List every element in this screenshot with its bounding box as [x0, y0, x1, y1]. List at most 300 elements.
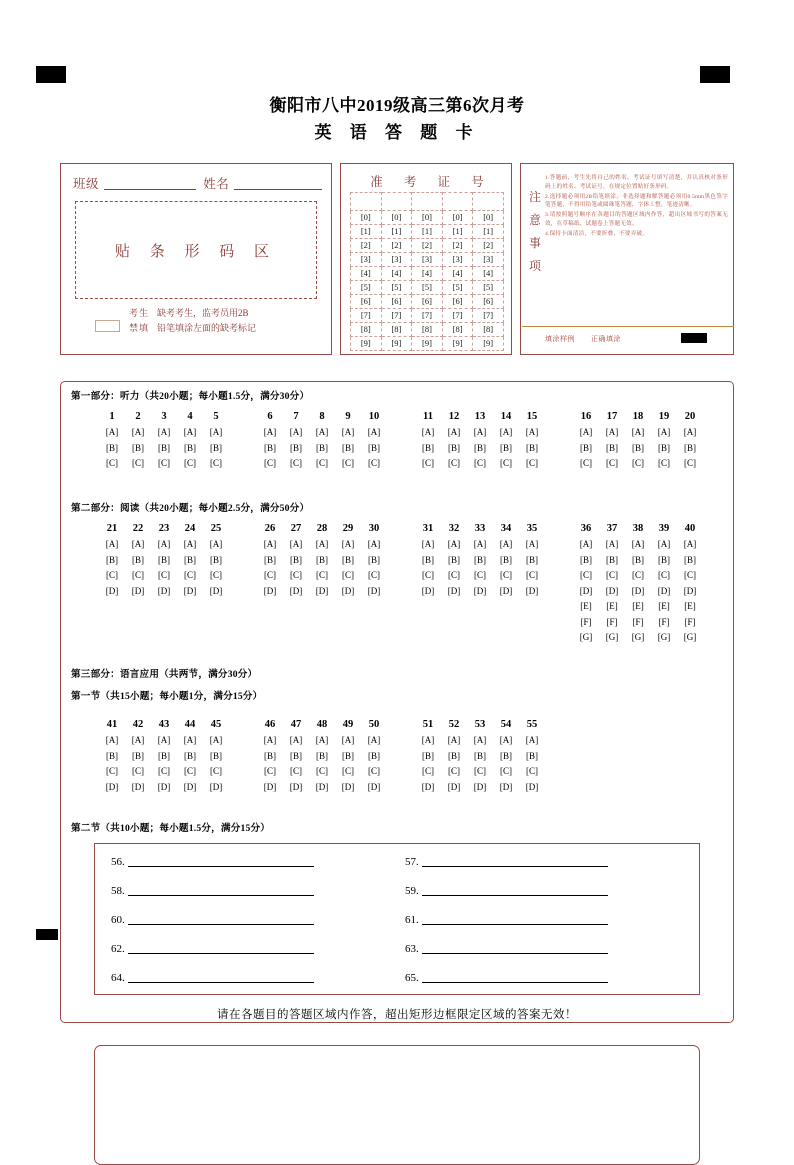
answer-bubble-1-C[interactable]: [C] [106, 458, 118, 468]
blank-answer-line[interactable] [422, 943, 608, 954]
answer-bubble-55-D[interactable]: [D] [525, 781, 539, 792]
answer-bubble-21-B[interactable]: [B] [106, 554, 118, 565]
answer-bubble-47-A[interactable]: [A] [289, 735, 303, 745]
exam-number-bubble[interactable]: [5] [412, 281, 443, 295]
answer-bubble-5-C[interactable]: [C] [210, 458, 222, 468]
exam-number-bubble[interactable]: [9] [412, 337, 443, 351]
answer-bubble-31-C[interactable]: [C] [422, 570, 434, 580]
answer-bubble-42-C[interactable]: [C] [132, 766, 144, 776]
answer-bubble-53-C[interactable]: [C] [474, 766, 486, 776]
exam-number-bubble[interactable]: [6] [473, 295, 504, 309]
exam-number-bubble[interactable]: [1] [381, 225, 412, 239]
answer-bubble-14-B[interactable]: [B] [500, 442, 512, 453]
answer-bubble-18-C[interactable]: [C] [632, 458, 644, 468]
answer-bubble-30-D[interactable]: [D] [367, 585, 381, 596]
exam-number-bubble[interactable]: [5] [381, 281, 412, 295]
answer-bubble-37-C[interactable]: [C] [606, 570, 618, 580]
answer-bubble-39-C[interactable]: [C] [658, 570, 670, 580]
answer-bubble-45-B[interactable]: [B] [210, 750, 222, 761]
exam-number-write-cell[interactable] [412, 193, 443, 211]
answer-bubble-24-A[interactable]: [A] [183, 539, 197, 549]
exam-number-bubble[interactable]: [8] [351, 323, 382, 337]
answer-bubble-6-B[interactable]: [B] [264, 442, 276, 453]
answer-bubble-16-C[interactable]: [C] [580, 458, 592, 468]
answer-bubble-11-C[interactable]: [C] [422, 458, 434, 468]
exam-number-bubble[interactable]: [2] [351, 239, 382, 253]
answer-bubble-52-B[interactable]: [B] [448, 750, 460, 761]
exam-number-write-row[interactable] [351, 193, 504, 211]
answer-bubble-38-D[interactable]: [D] [631, 585, 645, 596]
blank-answer-line[interactable] [422, 856, 608, 867]
answer-bubble-27-A[interactable]: [A] [289, 539, 303, 549]
answer-bubble-40-C[interactable]: [C] [684, 570, 696, 580]
exam-number-bubble[interactable]: [0] [442, 211, 473, 225]
answer-bubble-45-C[interactable]: [C] [210, 766, 222, 776]
answer-bubble-17-B[interactable]: [B] [606, 442, 618, 453]
answer-bubble-22-B[interactable]: [B] [132, 554, 144, 565]
answer-bubble-40-B[interactable]: [B] [684, 554, 696, 565]
answer-bubble-9-B[interactable]: [B] [342, 442, 354, 453]
answer-bubble-8-B[interactable]: [B] [316, 442, 328, 453]
answer-bubble-23-D[interactable]: [D] [157, 585, 171, 596]
answer-bubble-18-B[interactable]: [B] [632, 442, 644, 453]
answer-bubble-52-D[interactable]: [D] [447, 781, 461, 792]
name-input-line[interactable] [234, 177, 322, 190]
answer-bubble-45-A[interactable]: [A] [209, 735, 223, 745]
answer-bubble-51-B[interactable]: [B] [422, 750, 434, 761]
answer-bubble-10-B[interactable]: [B] [368, 442, 380, 453]
answer-bubble-36-E[interactable]: [E] [580, 601, 592, 611]
answer-bubble-43-D[interactable]: [D] [157, 781, 171, 792]
answer-bubble-2-B[interactable]: [B] [132, 442, 144, 453]
class-input-line[interactable] [104, 177, 196, 190]
exam-number-bubble[interactable]: [0] [412, 211, 443, 225]
option-row-A [99, 733, 229, 749]
answer-bubble-44-C[interactable]: [C] [184, 766, 196, 776]
answer-bubble-38-C[interactable]: [C] [632, 570, 644, 580]
answer-bubble-29-B[interactable]: [B] [342, 554, 354, 565]
blank-answer-line[interactable] [422, 914, 608, 925]
exam-number-bubble[interactable]: [0] [473, 211, 504, 225]
answer-bubble-9-A[interactable]: [A] [341, 427, 355, 437]
exam-number-bubble[interactable]: [9] [473, 337, 504, 351]
answer-bubble-36-A[interactable]: [A] [579, 539, 593, 549]
question-number: 53 [474, 719, 486, 730]
answer-bubble-45-D[interactable]: [D] [209, 781, 223, 792]
exam-number-bubble[interactable]: [3] [351, 253, 382, 267]
exam-number-bubble[interactable]: [2] [442, 239, 473, 253]
answer-bubble-30-C[interactable]: [C] [368, 570, 380, 580]
answer-area-warning: 请在各题目的答题区域内作答，超出矩形边框限定区域的答案无效！ [217, 1009, 577, 1021]
exam-number-bubble[interactable]: [6] [381, 295, 412, 309]
answer-bubble-10-A[interactable]: [A] [367, 427, 381, 437]
answer-bubble-3-A[interactable]: [A] [157, 427, 171, 437]
answer-bubble-table [415, 408, 545, 472]
exam-number-write-cell[interactable] [381, 193, 412, 211]
answer-bubble-34-B[interactable]: [B] [500, 554, 512, 565]
answer-bubble-32-A[interactable]: [A] [447, 539, 461, 549]
answer-bubble-48-B[interactable]: [B] [316, 750, 328, 761]
exam-number-grid[interactable] [350, 192, 504, 351]
exam-number-bubble[interactable]: [7] [351, 309, 382, 323]
answer-bubble-24-D[interactable]: [D] [183, 585, 197, 596]
answer-bubble-47-D[interactable]: [D] [289, 781, 303, 792]
exam-number-bubble[interactable]: [2] [381, 239, 412, 253]
answer-bubble-24-B[interactable]: [B] [184, 554, 196, 565]
answer-bubble-48-C[interactable]: [C] [316, 766, 328, 776]
answer-bubble-31-A[interactable]: [A] [421, 539, 435, 549]
exam-number-bubble[interactable]: [8] [412, 323, 443, 337]
answer-bubble-9-C[interactable]: [C] [342, 458, 354, 468]
answer-bubble-11-A[interactable]: [A] [421, 427, 435, 437]
answer-bubble-40-F[interactable]: [F] [684, 616, 696, 627]
exam-number-bubble[interactable]: [1] [412, 225, 443, 239]
answer-bubble-42-B[interactable]: [B] [132, 750, 144, 761]
answer-bubble-18-A[interactable]: [A] [631, 427, 645, 437]
answer-bubble-39-A[interactable]: [A] [657, 539, 671, 549]
answer-bubble-2-C[interactable]: [C] [132, 458, 144, 468]
answer-bubble-39-D[interactable]: [D] [657, 585, 671, 596]
answer-bubble-55-C[interactable]: [C] [526, 766, 538, 776]
blank-answer-line[interactable] [128, 972, 314, 983]
question-number: 2 [135, 411, 141, 422]
answer-bubble-37-G[interactable]: [G] [605, 632, 619, 642]
answer-bubble-7-C[interactable]: [C] [290, 458, 302, 468]
exam-number-bubble[interactable]: [0] [381, 211, 412, 225]
answer-bubble-17-C[interactable]: [C] [606, 458, 618, 468]
exam-number-write-cell[interactable] [442, 193, 473, 211]
exam-number-bubble[interactable]: [2] [412, 239, 443, 253]
answer-bubble-50-A[interactable]: [A] [367, 735, 381, 745]
answer-bubble-42-D[interactable]: [D] [131, 781, 145, 792]
answer-bubble-26-D[interactable]: [D] [263, 585, 277, 596]
exam-number-bubble[interactable]: [4] [381, 267, 412, 281]
exam-number-bubble[interactable]: [9] [351, 337, 382, 351]
answer-bubble-16-A[interactable]: [A] [579, 427, 593, 437]
option-row-G [573, 630, 703, 646]
answer-bubble-20-B[interactable]: [B] [684, 442, 696, 453]
answer-bubble-3-C[interactable]: [C] [158, 458, 170, 468]
answer-bubble-4-A[interactable]: [A] [183, 427, 197, 437]
answer-bubble-35-D[interactable]: [D] [525, 585, 539, 596]
answer-bubble-27-C[interactable]: [C] [290, 570, 302, 580]
blank-item-57 [405, 856, 608, 868]
exam-number-bubble[interactable]: [5] [351, 281, 382, 295]
answer-bubble-16-B[interactable]: [B] [580, 442, 592, 453]
answer-bubble-41-A[interactable]: [A] [105, 735, 119, 745]
answer-bubble-39-B[interactable]: [B] [658, 554, 670, 565]
answer-bubble-49-D[interactable]: [D] [341, 781, 355, 792]
question-group [573, 520, 703, 646]
answer-bubble-4-B[interactable]: [B] [184, 442, 196, 453]
answer-bubble-17-A[interactable]: [A] [605, 427, 619, 437]
answer-bubble-11-B[interactable]: [B] [422, 442, 434, 453]
answer-bubble-29-A[interactable]: [A] [341, 539, 355, 549]
exam-number-bubble[interactable]: [9] [442, 337, 473, 351]
answer-bubble-46-D[interactable]: [D] [263, 781, 277, 792]
answer-bubble-34-C[interactable]: [C] [500, 570, 512, 580]
answer-bubble-44-B[interactable]: [B] [184, 750, 196, 761]
answer-bubble-32-C[interactable]: [C] [448, 570, 460, 580]
answer-bubble-19-C[interactable]: [C] [658, 458, 670, 468]
answer-bubble-55-A[interactable]: [A] [525, 735, 539, 745]
answer-bubble-46-C[interactable]: [C] [264, 766, 276, 776]
answer-bubble-54-B[interactable]: [B] [500, 750, 512, 761]
exam-number-bubble[interactable]: [1] [351, 225, 382, 239]
exam-number-bubble[interactable]: [5] [442, 281, 473, 295]
answer-bubble-2-A[interactable]: [A] [131, 427, 145, 437]
answer-bubble-20-C[interactable]: [C] [684, 458, 696, 468]
answer-bubble-27-B[interactable]: [B] [290, 554, 302, 565]
answer-bubble-20-A[interactable]: [A] [683, 427, 697, 437]
answer-bubble-1-A[interactable]: [A] [105, 427, 119, 437]
answer-bubble-25-B[interactable]: [B] [210, 554, 222, 565]
exam-number-bubble[interactable]: [1] [442, 225, 473, 239]
answer-bubble-49-A[interactable]: [A] [341, 735, 355, 745]
answer-bubble-35-A[interactable]: [A] [525, 539, 539, 549]
answer-bubble-15-C[interactable]: [C] [526, 458, 538, 468]
answer-bubble-38-B[interactable]: [B] [632, 554, 644, 565]
answer-bubble-42-A[interactable]: [A] [131, 735, 145, 745]
answer-bubble-49-C[interactable]: [C] [342, 766, 354, 776]
answer-bubble-35-B[interactable]: [B] [526, 554, 538, 565]
exam-number-write-cell[interactable] [351, 193, 382, 211]
answer-bubble-22-C[interactable]: [C] [132, 570, 144, 580]
answer-bubble-36-C[interactable]: [C] [580, 570, 592, 580]
answer-bubble-13-A[interactable]: [A] [473, 427, 487, 437]
answer-bubble-27-D[interactable]: [D] [289, 585, 303, 596]
answer-bubble-39-F[interactable]: [F] [658, 616, 670, 627]
answer-bubble-12-C[interactable]: [C] [448, 458, 460, 468]
answer-bubble-21-A[interactable]: [A] [105, 539, 119, 549]
answer-bubble-30-A[interactable]: [A] [367, 539, 381, 549]
answer-bubble-32-B[interactable]: [B] [448, 554, 460, 565]
question-group [99, 520, 229, 599]
answer-bubble-36-F[interactable]: [F] [580, 616, 592, 627]
exam-number-bubble[interactable]: [3] [473, 253, 504, 267]
answer-bubble-40-D[interactable]: [D] [683, 585, 697, 596]
answer-bubble-40-E[interactable]: [E] [684, 601, 696, 611]
exam-number-bubble[interactable]: [4] [473, 267, 504, 281]
class-label: 班级 [73, 177, 100, 191]
answer-bubble-54-D[interactable]: [D] [499, 781, 513, 792]
answer-bubble-40-A[interactable]: [A] [683, 539, 697, 549]
blank-answer-line[interactable] [128, 943, 314, 954]
answer-bubble-43-B[interactable]: [B] [158, 750, 170, 761]
answer-bubble-6-A[interactable]: [A] [263, 427, 277, 437]
answer-bubble-31-B[interactable]: [B] [422, 554, 434, 565]
answer-bubble-50-B[interactable]: [B] [368, 750, 380, 761]
exam-number-bubble[interactable]: [4] [412, 267, 443, 281]
answer-bubble-19-B[interactable]: [B] [658, 442, 670, 453]
answer-bubble-10-C[interactable]: [C] [368, 458, 380, 468]
answer-bubble-41-B[interactable]: [B] [106, 750, 118, 761]
answer-bubble-39-E[interactable]: [E] [658, 601, 670, 611]
answer-bubble-7-B[interactable]: [B] [290, 442, 302, 453]
answer-bubble-25-C[interactable]: [C] [210, 570, 222, 580]
question-number: 16 [580, 411, 592, 422]
answer-bubble-7-A[interactable]: [A] [289, 427, 303, 437]
answer-bubble-21-D[interactable]: [D] [105, 585, 119, 596]
answer-bubble-36-B[interactable]: [B] [580, 554, 592, 565]
answer-bubble-28-D[interactable]: [D] [315, 585, 329, 596]
exam-number-bubble[interactable]: [9] [381, 337, 412, 351]
answer-bubble-53-A[interactable]: [A] [473, 735, 487, 745]
answer-bubble-28-C[interactable]: [C] [316, 570, 328, 580]
answer-bubble-35-C[interactable]: [C] [526, 570, 538, 580]
answer-bubble-47-C[interactable]: [C] [290, 766, 302, 776]
answer-bubble-25-A[interactable]: [A] [209, 539, 223, 549]
exam-number-bubble[interactable]: [0] [351, 211, 382, 225]
answer-bubble-28-B[interactable]: [B] [316, 554, 328, 565]
absent-mark-bubble[interactable] [95, 320, 120, 332]
answer-bubble-37-F[interactable]: [F] [606, 616, 618, 627]
answer-bubble-39-G[interactable]: [G] [657, 632, 671, 642]
answer-bubble-38-G[interactable]: [G] [631, 632, 645, 642]
answer-bubble-48-A[interactable]: [A] [315, 735, 329, 745]
answer-bubble-15-B[interactable]: [B] [526, 442, 538, 453]
answer-bubble-47-B[interactable]: [B] [290, 750, 302, 761]
answer-bubble-40-G[interactable]: [G] [683, 632, 697, 642]
answer-bubble-50-D[interactable]: [D] [367, 781, 381, 792]
answer-bubble-33-B[interactable]: [B] [474, 554, 486, 565]
answer-bubble-43-C[interactable]: [C] [158, 766, 170, 776]
answer-bubble-37-E[interactable]: [E] [606, 601, 618, 611]
answer-bubble-43-A[interactable]: [A] [157, 735, 171, 745]
exam-number-bubble[interactable]: [4] [351, 267, 382, 281]
blank-answer-line[interactable] [422, 972, 608, 983]
answer-bubble-6-C[interactable]: [C] [264, 458, 276, 468]
answer-bubble-8-C[interactable]: [C] [316, 458, 328, 468]
answer-bubble-3-B[interactable]: [B] [158, 442, 170, 453]
exam-number-bubble[interactable]: [4] [442, 267, 473, 281]
exam-number-bubble[interactable]: [7] [473, 309, 504, 323]
answer-bubble-31-D[interactable]: [D] [421, 585, 435, 596]
answer-bubble-50-C[interactable]: [C] [368, 766, 380, 776]
answer-bubble-23-A[interactable]: [A] [157, 539, 171, 549]
answer-bubble-29-D[interactable]: [D] [341, 585, 355, 596]
answer-bubble-4-C[interactable]: [C] [184, 458, 196, 468]
exam-number-bubble[interactable]: [3] [442, 253, 473, 267]
answer-bubble-44-D[interactable]: [D] [183, 781, 197, 792]
exam-number-bubble[interactable]: [3] [412, 253, 443, 267]
answer-bubble-38-F[interactable]: [F] [632, 616, 644, 627]
answer-bubble-23-C[interactable]: [C] [158, 570, 170, 580]
answer-bubble-5-A[interactable]: [A] [209, 427, 223, 437]
answer-bubble-12-A[interactable]: [A] [447, 427, 461, 437]
blank-answer-line[interactable] [128, 885, 314, 896]
answer-bubble-52-A[interactable]: [A] [447, 735, 461, 745]
answer-bubble-54-A[interactable]: [A] [499, 735, 513, 745]
answer-bubble-30-B[interactable]: [B] [368, 554, 380, 565]
answer-bubble-36-G[interactable]: [G] [579, 632, 593, 642]
answer-bubble-1-B[interactable]: [B] [106, 442, 118, 453]
answer-bubble-19-A[interactable]: [A] [657, 427, 671, 437]
answer-bubble-21-C[interactable]: [C] [106, 570, 118, 580]
answer-bubble-26-A[interactable]: [A] [263, 539, 277, 549]
answer-bubble-49-B[interactable]: [B] [342, 750, 354, 761]
option-row-B [257, 749, 387, 765]
answer-bubble-33-C[interactable]: [C] [474, 570, 486, 580]
exam-number-write-cell[interactable] [473, 193, 504, 211]
answer-bubble-26-B[interactable]: [B] [264, 554, 276, 565]
answer-bubble-29-C[interactable]: [C] [342, 570, 354, 580]
answer-bubble-33-A[interactable]: [A] [473, 539, 487, 549]
exam-number-bubble[interactable]: [7] [412, 309, 443, 323]
exam-number-bubble[interactable]: [1] [473, 225, 504, 239]
answer-bubble-48-D[interactable]: [D] [315, 781, 329, 792]
answer-bubble-36-D[interactable]: [D] [579, 585, 593, 596]
answer-bubble-15-A[interactable]: [A] [525, 427, 539, 437]
exam-number-bubble[interactable]: [2] [473, 239, 504, 253]
option-row-B [415, 553, 545, 569]
answer-bubble-22-D[interactable]: [D] [131, 585, 145, 596]
answer-bubble-34-D[interactable]: [D] [499, 585, 513, 596]
exam-number-bubble[interactable]: [7] [381, 309, 412, 323]
answer-bubble-37-A[interactable]: [A] [605, 539, 619, 549]
answer-bubble-34-A[interactable]: [A] [499, 539, 513, 549]
answer-bubble-54-C[interactable]: [C] [500, 766, 512, 776]
answer-bubble-53-D[interactable]: [D] [473, 781, 487, 792]
exam-number-bubble[interactable]: [7] [442, 309, 473, 323]
answer-bubble-53-B[interactable]: [B] [474, 750, 486, 761]
answer-bubble-37-D[interactable]: [D] [605, 585, 619, 596]
answer-bubble-55-B[interactable]: [B] [526, 750, 538, 761]
blank-answer-line[interactable] [128, 856, 314, 867]
answer-bubble-46-A[interactable]: [A] [263, 735, 277, 745]
short-answer-box [94, 843, 700, 995]
exam-number-bubble[interactable]: [5] [473, 281, 504, 295]
exam-number-bubble[interactable]: [6] [442, 295, 473, 309]
exam-number-bubble[interactable]: [8] [381, 323, 412, 337]
answer-bubble-52-C[interactable]: [C] [448, 766, 460, 776]
answer-bubble-33-D[interactable]: [D] [473, 585, 487, 596]
answer-bubble-51-D[interactable]: [D] [421, 781, 435, 792]
answer-bubble-46-B[interactable]: [B] [264, 750, 276, 761]
exam-number-bubble[interactable]: [6] [412, 295, 443, 309]
answer-bubble-51-C[interactable]: [C] [422, 766, 434, 776]
answer-bubble-26-C[interactable]: [C] [264, 570, 276, 580]
answer-bubble-32-D[interactable]: [D] [447, 585, 461, 596]
exam-number-bubble[interactable]: [3] [381, 253, 412, 267]
answer-bubble-13-C[interactable]: [C] [474, 458, 486, 468]
answer-bubble-51-A[interactable]: [A] [421, 735, 435, 745]
blank-answer-line[interactable] [422, 885, 608, 896]
answer-bubble-5-B[interactable]: [B] [210, 442, 222, 453]
answer-bubble-13-B[interactable]: [B] [474, 442, 486, 453]
answer-bubble-28-A[interactable]: [A] [315, 539, 329, 549]
answer-bubble-25-D[interactable]: [D] [209, 585, 223, 596]
exam-number-bubble[interactable]: [8] [473, 323, 504, 337]
answer-bubble-38-A[interactable]: [A] [631, 539, 645, 549]
answer-bubble-37-B[interactable]: [B] [606, 554, 618, 565]
exam-number-bubble[interactable]: [8] [442, 323, 473, 337]
answer-bubble-12-B[interactable]: [B] [448, 442, 460, 453]
answer-bubble-8-A[interactable]: [A] [315, 427, 329, 437]
answer-bubble-22-A[interactable]: [A] [131, 539, 145, 549]
answer-bubble-14-A[interactable]: [A] [499, 427, 513, 437]
answer-bubble-44-A[interactable]: [A] [183, 735, 197, 745]
answer-bubble-38-E[interactable]: [E] [632, 601, 644, 611]
answer-bubble-41-D[interactable]: [D] [105, 781, 119, 792]
answer-bubble-41-C[interactable]: [C] [106, 766, 118, 776]
answer-bubble-14-C[interactable]: [C] [500, 458, 512, 468]
blank-item-59 [405, 885, 608, 897]
answer-bubble-24-C[interactable]: [C] [184, 570, 196, 580]
exam-number-bubble[interactable]: [6] [351, 295, 382, 309]
blank-answer-line[interactable] [128, 914, 314, 925]
answer-bubble-23-B[interactable]: [B] [158, 554, 170, 565]
